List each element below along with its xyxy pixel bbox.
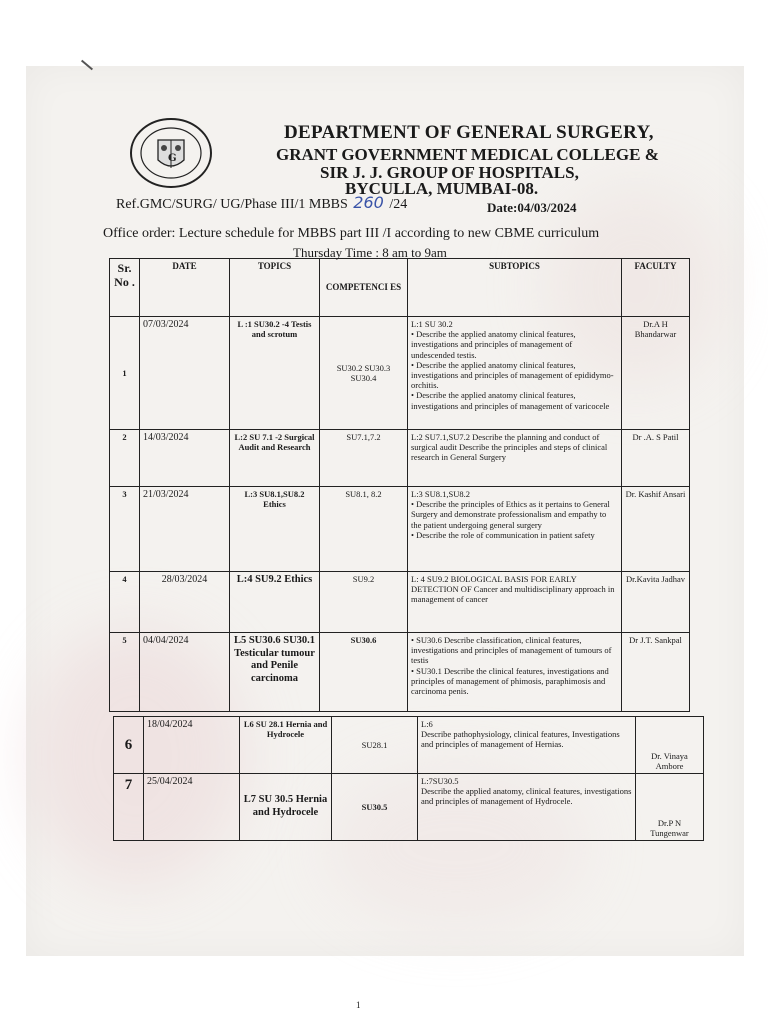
row-competency: SU7.1,7.2 xyxy=(320,430,408,487)
reference-number xyxy=(116,193,407,213)
subtopic-line: L:2 SU7.1,SU7.2 Describe the planning and conduct of surgical audit Describe the principles and steps of clinical research in General Surgery xyxy=(411,432,608,463)
subtopic-line: L:1 SU 30.2 xyxy=(411,319,453,329)
header-topics: TOPICS xyxy=(230,259,320,317)
address-line: BYCULLA, MUMBAI-08. xyxy=(345,179,539,198)
row-sr: 1 xyxy=(110,317,140,430)
row-sr: 7 xyxy=(114,774,144,841)
subtopic-line: Describe the applied anatomy, clinical features, investigations and principles of management of Hydrocele. xyxy=(421,786,632,807)
row-topic: L:4 SU9.2 Ethics xyxy=(230,572,320,633)
row-subtopics xyxy=(418,774,636,841)
row-topic: L :1 SU30.2 -4 Testis and scrotum xyxy=(230,317,320,430)
row-competency: SU9.2 xyxy=(320,572,408,633)
subtopic-line: L:7SU30.5 xyxy=(421,776,459,786)
table-row xyxy=(114,774,704,841)
subtopic-line: • Describe the role of communication in patient safety xyxy=(411,529,595,540)
row-subtopics xyxy=(418,717,636,774)
table-row xyxy=(110,317,690,430)
office-order-title: Office order: Lecture schedule for MBBS part III /I according to new CBME curriculum xyxy=(103,226,600,241)
subtopic-line: L:3 SU8.1,SU8.2 xyxy=(411,489,471,499)
row-date: 18/04/2024 xyxy=(144,717,240,774)
row-competency: SU28.1 xyxy=(332,717,418,774)
table-row xyxy=(110,487,690,572)
header-competencies: COMPETENCI ES xyxy=(320,259,408,317)
row-subtopics xyxy=(408,430,622,487)
hospital-group-name: SIR J. J. GROUP OF HOSPITALS, xyxy=(320,163,579,182)
table-row xyxy=(110,430,690,487)
subtopic-line: • SU30.6 Describe classification, clinical features, investigations and principles of management of tumours of testis xyxy=(411,635,612,666)
row-faculty: Dr. Kashif Ansari xyxy=(622,487,690,572)
reference-suffix: /24 xyxy=(389,197,408,212)
subtopic-line: L:6 xyxy=(421,719,433,729)
row-sr: 5 xyxy=(110,633,140,712)
subtopic-line: L: 4 SU9.2 BIOLOGICAL BASIS FOR EARLY DETECTION OF Cancer and multidisciplinary approach in management of cancer xyxy=(411,574,615,605)
row-competency: SU30.6 xyxy=(320,633,408,712)
subtopic-line: • Describe the applied anatomy clinical features, investigations and principles of management of undescended testis. xyxy=(411,329,576,360)
row-topic: L:2 SU 7.1 -2 Surgical Audit and Research xyxy=(230,430,320,487)
svg-text:G: G xyxy=(168,153,177,164)
row-subtopics xyxy=(408,487,622,572)
lecture-timing: Thursday Time : 8 am to 9am xyxy=(293,245,447,260)
table-row xyxy=(114,717,704,774)
header-date: DATE xyxy=(140,259,230,317)
row-topic: L6 SU 28.1 Hernia and Hydrocele xyxy=(240,717,332,774)
subtopic-line: • SU30.1 Describe the clinical features, investigations and principles of management of phimosis, paraphimosis and carcinoma penis. xyxy=(411,665,609,696)
row-faculty: Dr.P N Tungenwar xyxy=(636,774,704,841)
handwritten-number: 260 xyxy=(353,193,384,212)
row-sr: 4 xyxy=(110,572,140,633)
table-row xyxy=(110,572,690,633)
row-sr: 6 xyxy=(114,717,144,774)
row-date: 28/03/2024 xyxy=(140,572,230,633)
subtopic-line: • Describe the applied anatomy clinical features, investigations and principles of management of epididymo-orchitis. xyxy=(411,359,614,391)
subtopic-line: Describe pathophysiology, clinical features, Investigations and principles of management of Hernias. xyxy=(421,729,620,750)
row-subtopics xyxy=(408,572,622,633)
schedule-table xyxy=(109,258,690,712)
row-faculty: Dr.Kavita Jadhav xyxy=(622,572,690,633)
row-competency: SU8.1, 8.2 xyxy=(320,487,408,572)
row-faculty: Dr.A H Bhandarwar xyxy=(622,317,690,430)
order-date: Date:04/03/2024 xyxy=(487,200,577,215)
row-sr: 3 xyxy=(110,487,140,572)
schedule-table-continued xyxy=(113,716,704,841)
college-name: GRANT GOVERNMENT MEDICAL COLLEGE & xyxy=(276,145,659,164)
row-sr: 2 xyxy=(110,430,140,487)
row-faculty: Dr .A. S Patil xyxy=(622,430,690,487)
row-subtopics xyxy=(408,317,622,430)
header-subtopics: SUBTOPICS xyxy=(408,259,622,317)
row-topic: L5 SU30.6 SU30.1 Testicular tumour and Penile carcinoma xyxy=(230,633,320,712)
row-date: 04/04/2024 xyxy=(140,633,230,712)
row-date: 14/03/2024 xyxy=(140,430,230,487)
subtopic-line: • Describe the principles of Ethics as it pertains to General Surgery and demonstrate professionalism and empathy to the patient undergoing general surgery xyxy=(411,499,610,530)
reference-prefix: Ref.GMC/SURG/ UG/Phase III/1 MBBS xyxy=(116,197,348,212)
header-faculty: FACULTY xyxy=(622,259,690,317)
row-date: 07/03/2024 xyxy=(140,317,230,430)
row-date: 25/04/2024 xyxy=(144,774,240,841)
row-competency: SU30.5 xyxy=(332,774,418,841)
row-faculty: Dr. Vinaya Ambore xyxy=(636,717,704,774)
college-seal-logo xyxy=(128,116,214,190)
row-faculty: Dr J.T. Sankpal xyxy=(622,633,690,712)
row-topic: L:3 SU8.1,SU8.2 Ethics xyxy=(230,487,320,572)
row-competency: SU30.2 SU30.3 SU30.4 xyxy=(320,317,408,430)
row-date: 21/03/2024 xyxy=(140,487,230,572)
page-number: 1 xyxy=(356,1000,361,1010)
subtopic-line: • Describe the applied anatomy clinical features, investigations and principles of management of varicocele xyxy=(411,390,610,411)
department-title: DEPARTMENT OF GENERAL SURGERY, xyxy=(284,122,654,143)
header-sr-no: Sr. No . xyxy=(110,259,140,317)
table-row xyxy=(110,633,690,712)
row-subtopics xyxy=(408,633,622,712)
table-header-row xyxy=(110,259,690,317)
row-topic: L7 SU 30.5 Hernia and Hydrocele xyxy=(240,774,332,841)
